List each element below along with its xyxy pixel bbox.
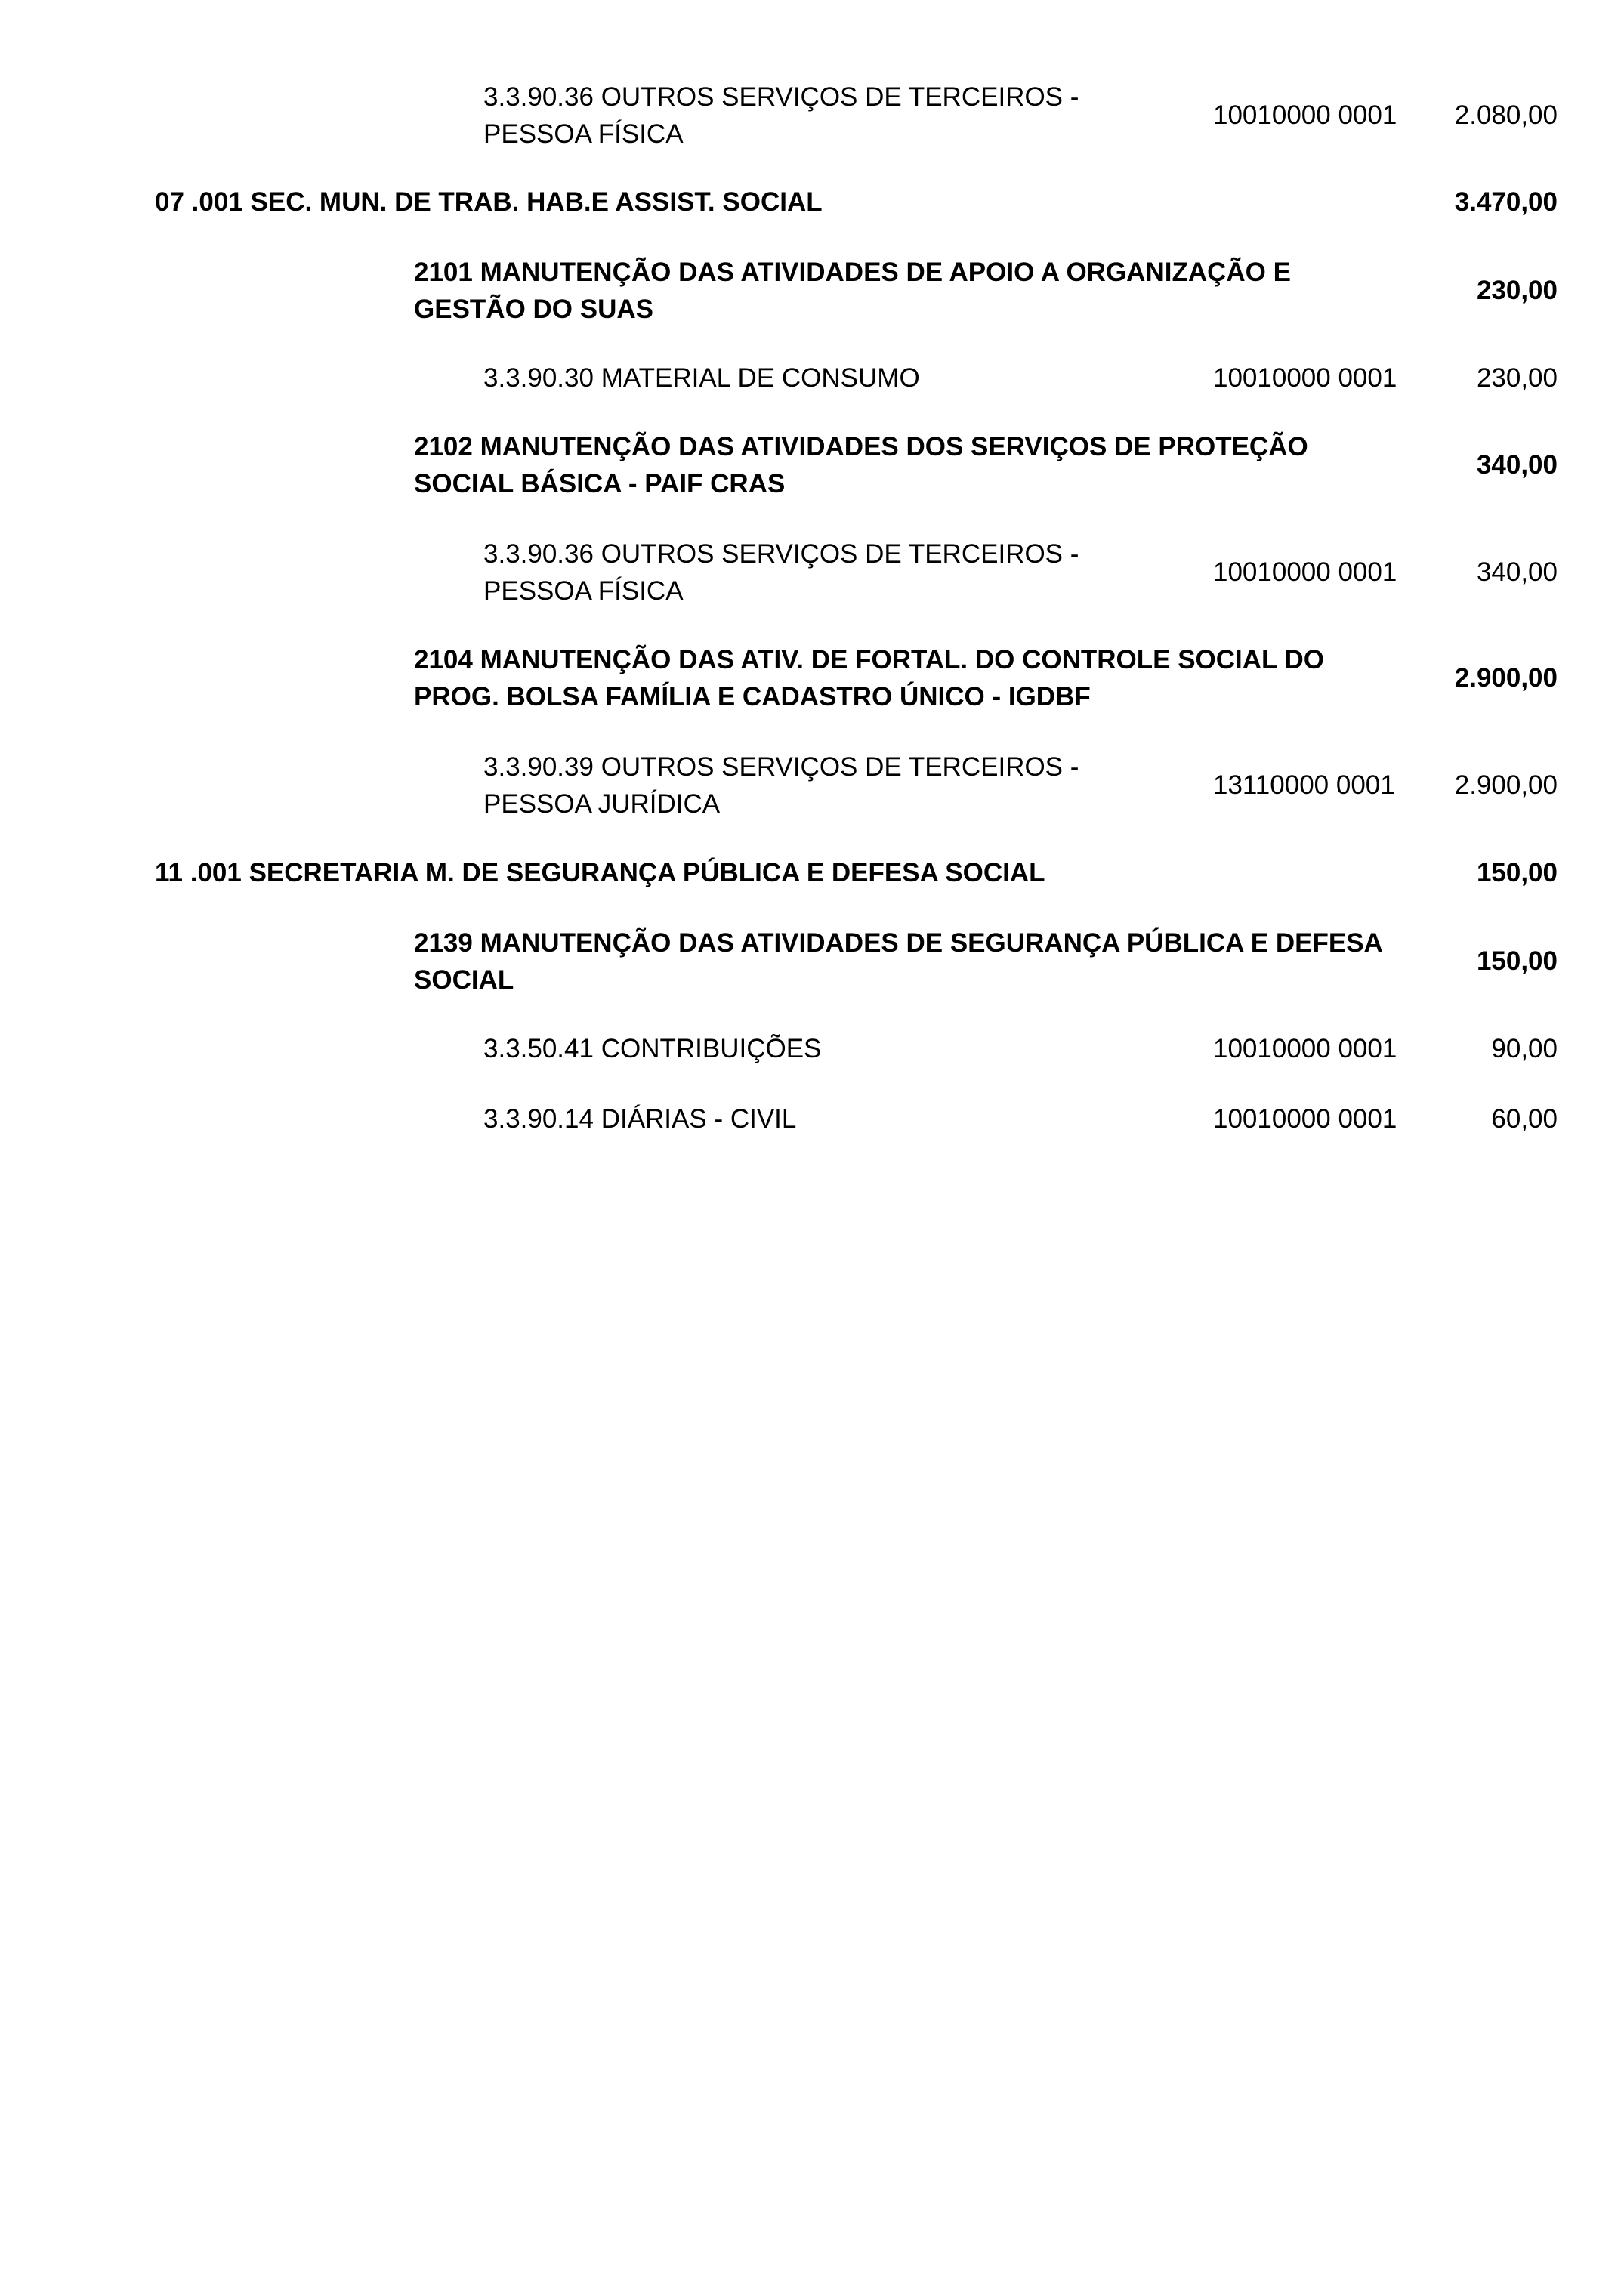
action-label-line1: 2139 MANUTENÇÃO DAS ATIVIDADES DE SEGURANÇA PÚBLICA E DEFESA (414, 928, 1383, 958)
amount-value: 90,00 (1491, 1034, 1558, 1063)
action-label (414, 254, 1441, 328)
action-label (414, 641, 1441, 715)
action-label-line1: 2102 MANUTENÇÃO DAS ATIVIDADES DOS SERVIÇOS DE PROTEÇÃO (414, 432, 1308, 461)
expense-element-label-line1: 3.3.90.36 OUTROS SERVIÇOS DE TERCEIROS - (483, 82, 1079, 112)
resource-source-code: 10010000 0001 (1213, 557, 1397, 587)
expense-element-label-line2: PESSOA FÍSICA (483, 576, 684, 606)
budget-unit-label: 07 .001 SEC. MUN. DE TRAB. HAB.E ASSIST. SOCIAL (155, 187, 823, 217)
action-label (414, 924, 1441, 998)
expense-element-label-line2: PESSOA JURÍDICA (483, 789, 721, 819)
resource-source-code: 10010000 0001 (1213, 1104, 1397, 1134)
expense-element-label (483, 535, 1163, 609)
expense-element-label: 3.3.50.41 CONTRIBUIÇÕES (483, 1034, 822, 1063)
amount-value: 2.080,00 (1454, 100, 1558, 130)
amount-value: 2.900,00 (1454, 770, 1558, 800)
amount-value: 230,00 (1476, 363, 1558, 393)
action-label-line2: PROG. BOLSA FAMÍLIA E CADASTRO ÚNICO - IGDBF (414, 682, 1091, 711)
unit-total-value: 3.470,00 (1454, 187, 1558, 217)
action-label (414, 428, 1441, 502)
action-total-value: 2.900,00 (1454, 663, 1558, 693)
expense-element-label: 3.3.90.14 DIÁRIAS - CIVIL (483, 1104, 797, 1134)
amount-value: 60,00 (1491, 1104, 1558, 1134)
resource-source-code: 10010000 0001 (1213, 1034, 1397, 1063)
action-total-value: 230,00 (1476, 276, 1558, 305)
expense-element-label-line1: 3.3.90.39 OUTROS SERVIÇOS DE TERCEIROS - (483, 752, 1079, 782)
resource-source-code: 10010000 0001 (1213, 100, 1397, 130)
expense-element-label-line2: PESSOA FÍSICA (483, 119, 684, 149)
action-total-value: 150,00 (1476, 946, 1558, 976)
action-label-line2: SOCIAL BÁSICA - PAIF CRAS (414, 469, 786, 498)
resource-source-code: 10010000 0001 (1213, 363, 1397, 393)
action-total-value: 340,00 (1476, 450, 1558, 480)
expense-element-label (483, 748, 1163, 822)
resource-source-code: 13110000 0001 (1213, 770, 1395, 800)
expense-element-label-line1: 3.3.90.36 OUTROS SERVIÇOS DE TERCEIROS - (483, 539, 1079, 569)
budget-unit-label: 11 .001 SECRETARIA M. DE SEGURANÇA PÚBLICA E DEFESA SOCIAL (155, 858, 1045, 887)
expense-element-label (483, 79, 1163, 153)
unit-total-value: 150,00 (1476, 858, 1558, 887)
expense-element-label: 3.3.90.30 MATERIAL DE CONSUMO (483, 363, 920, 393)
amount-value: 340,00 (1476, 557, 1558, 587)
action-label-line2: GESTÃO DO SUAS (414, 295, 653, 324)
action-label-line1: 2104 MANUTENÇÃO DAS ATIV. DE FORTAL. DO CONTROLE SOCIAL DO (414, 645, 1325, 674)
action-label-line1: 2101 MANUTENÇÃO DAS ATIVIDADES DE APOIO A ORGANIZAÇÃO E (414, 258, 1291, 287)
action-label-line2: SOCIAL (414, 965, 514, 995)
